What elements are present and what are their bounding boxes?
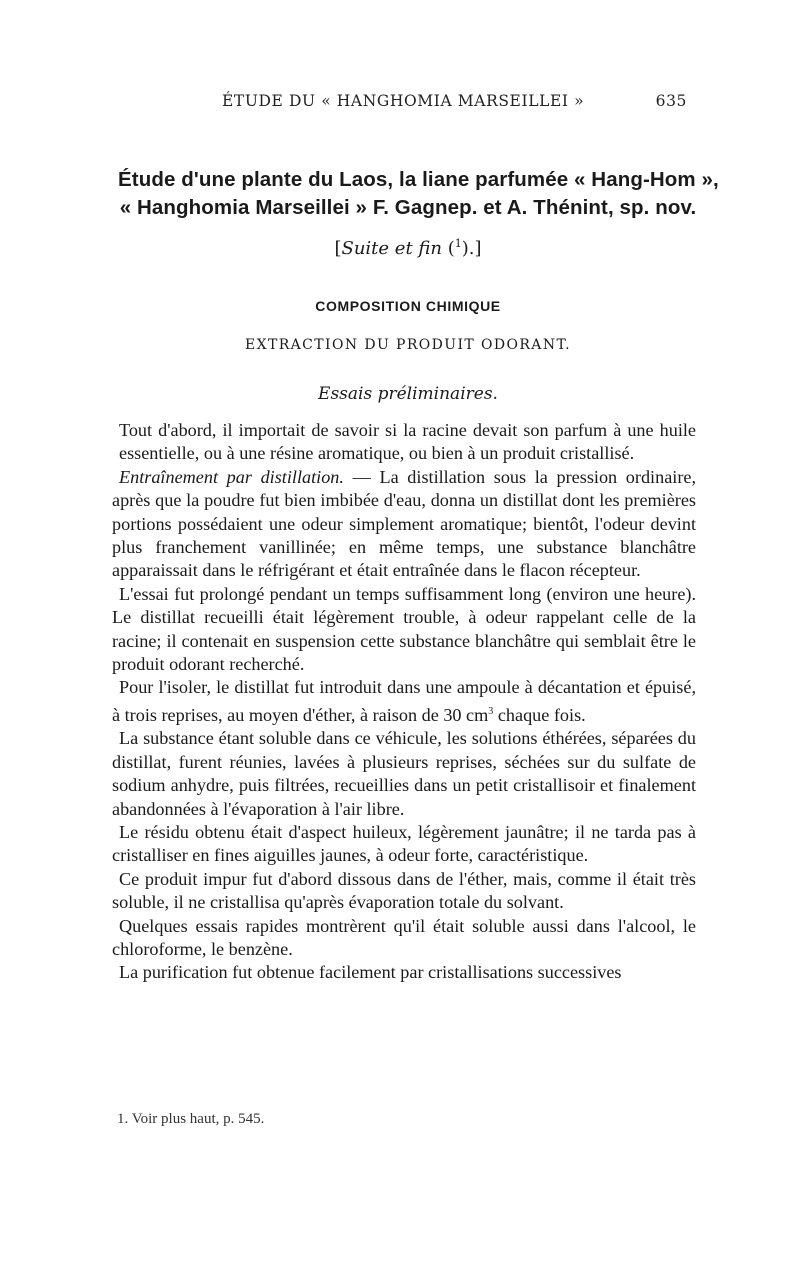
- section-subheading: EXTRACTION DU PRODUIT ODORANT.: [245, 337, 571, 353]
- paragraph-9: La purification fut obtenue facilement par cristallisations successives: [119, 962, 622, 983]
- running-head-title: ÉTUDE DU « HANGHOMIA MARSEILLEI »: [222, 92, 585, 110]
- paragraph-2-label: Entraînement par distillation.: [119, 466, 344, 487]
- paragraph-7: Ce produit impur fut d'abord dissous dans de l'éther, mais, comme il était très soluble, il ne cristallisa qu'après évaporation totale du solvant.: [112, 868, 696, 913]
- sequel-open-bracket: [: [334, 238, 342, 259]
- footnote: 1. Voir plus haut, p. 545.: [117, 1111, 265, 1127]
- page-number: 635: [655, 92, 687, 110]
- paragraph-2-text: — La distillation sous la pression ordinaire, après que la poudre fut bien imbibée d'eau, donna un distillat dont les premières portions possédaient une odeur simplement aromatique; bientôt, l'odeur devint plus franchement vanillinée; en même temps, une substance blanchâtre apparaissait dans le réfrigérant et était entraînée dans le flacon récepteur.: [112, 466, 696, 581]
- article-title-line-1: Étude d'une plante du Laos, la liane parfumée « Hang-Hom »,: [118, 168, 719, 191]
- sequel-text: Suite et fin: [341, 238, 442, 259]
- paragraph-4: [112, 676, 696, 727]
- paragraph-8: Quelques essais rapides montrèrent qu'il était soluble aussi dans l'alcool, le chloroforme, le benzène.: [112, 915, 696, 959]
- paragraph-5: La substance étant soluble dans ce véhicule, les solutions éthérées, séparées du distillat, furent réunies, lavées à plusieurs reprises, séchées sur du sulfate de sodium anhydre, puis filtrées, recueillies dans un petit cristallisoir et finalement abandonnées à l'évaporation à l'air libre.: [112, 728, 696, 819]
- footnote-ref: 1: [454, 237, 462, 250]
- article-title: [118, 166, 719, 222]
- article-title-line-2: « Hanghomia Marseillei » F. Gagnep. et A. Thénint, sp. nov.: [119, 196, 697, 219]
- body-text: [112, 419, 696, 985]
- section-subsubheading: Essais préliminaires.: [318, 384, 498, 404]
- sequel-close-bracket: .]: [468, 238, 482, 259]
- paragraph-2: [112, 466, 696, 583]
- section-heading: COMPOSITION CHIMIQUE: [315, 298, 501, 314]
- paragraph-1: Tout d'abord, il importait de savoir si la racine devait son parfum à une huile essentielle, ou à une résine aromatique, ou bien à un produit cristallisé.: [119, 420, 696, 464]
- paragraph-4-text: Pour l'isoler, le distillat fut introduit dans une ampoule à décantation et épuisé, à trois reprises, au moyen d'éther, à raison de 30 cm: [112, 677, 696, 725]
- paragraph-4-superscript: 3: [488, 705, 494, 717]
- running-head: [222, 92, 687, 110]
- paragraph-4-end: chaque fois.: [493, 704, 586, 725]
- sequel-note: [Suite et fin ($^1$).]: [334, 237, 482, 259]
- paragraph-6: Le résidu obtenu était d'aspect huileux, légèrement jaunâtre; il ne tarda pas à cristalliser en fines aiguilles jaunes, à odeur forte, caractéristique.: [112, 821, 696, 866]
- paragraph-3: L'essai fut prolongé pendant un temps suffisamment long (environ une heure). Le distillat recueilli était légèrement trouble, à odeur rappelant celle de la racine; il contenait en suspension cette substance blanchâtre qui semblait être le produit odorant recherché.: [112, 583, 696, 675]
